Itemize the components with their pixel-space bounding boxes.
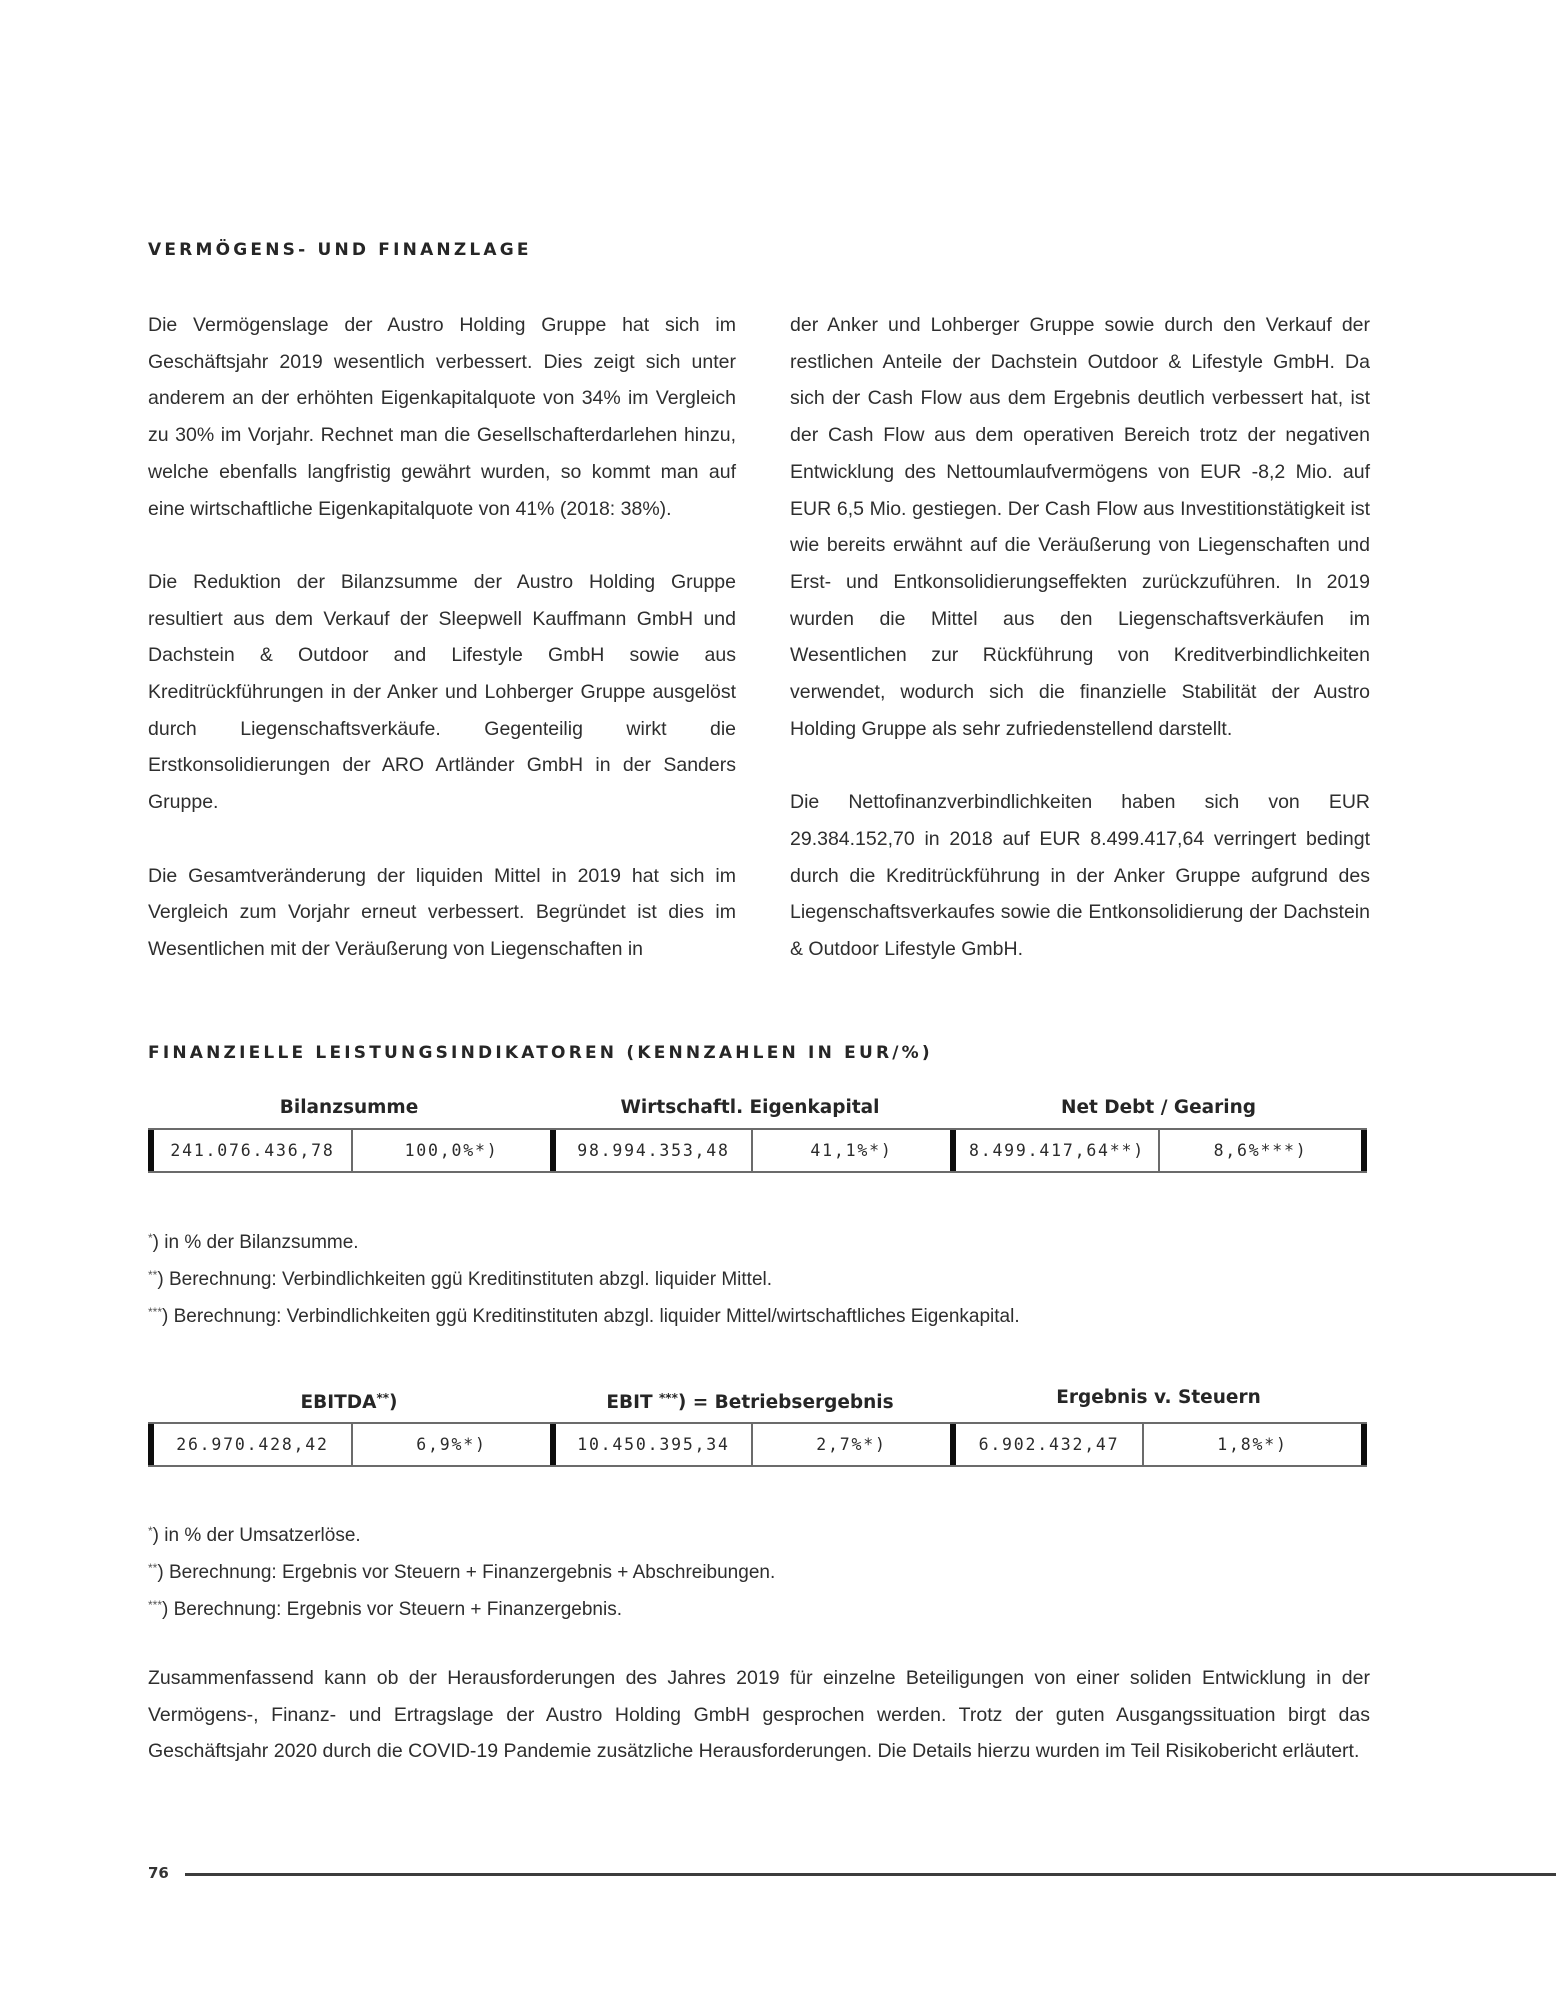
footnote-mark: *	[148, 1231, 153, 1245]
cell-bilanzsumme-percent: 100,0%*)	[351, 1130, 550, 1171]
footnote-mark: **	[148, 1561, 158, 1575]
header-bilanzsumme: Bilanzsumme	[279, 1097, 419, 1118]
paragraph: Die Reduktion der Bilanzsumme der Austro Holding Gruppe resultiert aus dem Verkauf der Sleepwell Kauffmann GmbH und Dachstein & Outdoor and Lifestyle GmbH sowie aus Kreditrückführungen in der Anker und Lohberger Gruppe ausgelöst durch Liegenschaftsverkäufe. Gegenteilig wirkt die Erstkonsolidierungen der ARO Artländer GmbH in der Sanders Gruppe.	[148, 570, 736, 814]
footnote-mark: ***	[148, 1305, 163, 1319]
footnote-mark: ***	[148, 1598, 163, 1612]
footnote-text: ) Berechnung: Ergebnis vor Steuern + Finanzergebnis + Abschreibungen.	[157, 1562, 776, 1583]
kpi-table-2-headers	[148, 1383, 1367, 1413]
paragraph: Die Vermögenslage der Austro Holding Gruppe hat sich im Geschäftsjahr 2019 wesentlich verbessert. Dies zeigt sich unter anderem an der erhöhten Eigenkapitalquote von 34% im Vergleich zu 30% im Vorjahr. Rechnet man die Gesellschafterdarlehen hinzu, welche ebenfalls langfristig gewährt wurden, so kommt man auf eine wirtschaftliche Eigenkapitalquote von 41% (2018: 38%).	[148, 314, 736, 520]
header-wirtschaftl-eigenkapital: Wirtschaftl. Eigenkapital	[620, 1097, 880, 1118]
header-ergebnis-v-steuern: Ergebnis v. Steuern	[1056, 1387, 1261, 1408]
cell-ebit-percent: 2,7%*)	[751, 1424, 950, 1465]
page-number: 76	[148, 1864, 169, 1882]
cell-net-debt-value: 8.499.417,64**)	[950, 1130, 1158, 1171]
cell-ebit-value: 10.450.395,34	[550, 1424, 751, 1465]
footnote	[148, 1263, 772, 1292]
footnote-text: ) Berechnung: Verbindlichkeiten ggü Kreditinstituten abzgl. liquider Mittel/wirtschaftliches Eigenkapital.	[162, 1306, 1020, 1327]
footnote-text: ) Berechnung: Ergebnis vor Steuern + Finanzergebnis.	[162, 1599, 622, 1620]
left-text-column	[148, 307, 736, 968]
footnote-text: ) in % der Bilanzsumme.	[152, 1232, 359, 1253]
cell-ebitda-percent: 6,9%*)	[351, 1424, 550, 1465]
paragraph: Die Gesamtveränderung der liquiden Mittel in 2019 hat sich im Vergleich zum Vorjahr erneut verbessert. Begründet ist dies im Wesentlichen mit der Veräußerung von Liegenschaften in	[148, 864, 736, 960]
footnote-mark: **	[148, 1268, 158, 1282]
footer-divider	[185, 1873, 1556, 1876]
cell-bilanzsumme-value: 241.076.436,78	[148, 1130, 351, 1171]
kpi-table-1-headers	[148, 1093, 1367, 1123]
paragraph: Die Nettofinanzverbindlichkeiten haben sich von EUR 29.384.152,70 in 2018 auf EUR 8.499.417,64 verringert bedingt durch die Kreditrückführung in der Anker Gruppe aufgrund des Liegenschaftsverkaufes sowie die Entkonsolidierung der Dachstein & Outdoor Lifestyle GmbH.	[790, 791, 1370, 960]
kpi-table-1	[148, 1128, 1367, 1173]
footnote-text: ) Berechnung: Verbindlichkeiten ggü Kreditinstituten abzgl. liquider Mittel.	[157, 1269, 773, 1290]
footnote	[148, 1300, 1020, 1329]
footnote-mark: *	[148, 1524, 153, 1538]
footnote	[148, 1593, 622, 1622]
header-ebitda: EBITDA**)	[300, 1391, 398, 1413]
cell-eigenkapital-percent: 41,1%*)	[751, 1130, 950, 1171]
section-heading-vermoegenslage: VERMÖGENS- UND FINANZLAGE	[148, 240, 532, 260]
footnote-text: ) in % der Umsatzerlöse.	[152, 1525, 361, 1546]
right-text-column	[790, 307, 1370, 968]
header-net-debt-gearing: Net Debt / Gearing	[1060, 1097, 1257, 1118]
kpi-table-2	[148, 1422, 1367, 1467]
footnote	[148, 1556, 775, 1585]
footnote	[148, 1226, 359, 1255]
cell-ebitda-value: 26.970.428,42	[148, 1424, 351, 1465]
cell-ergebnis-value: 6.902.432,47	[950, 1424, 1142, 1465]
header-ebit-betriebsergebnis: EBIT ***) = Betriebsergebnis	[606, 1391, 894, 1413]
cell-gearing-percent: 8,6%***)	[1158, 1130, 1367, 1171]
section-heading-leistungsindikatoren: FINANZIELLE LEISTUNGSINDIKATOREN (KENNZAHLEN IN EUR/%)	[148, 1043, 933, 1063]
footnote	[148, 1519, 361, 1548]
summary-paragraph: Zusammenfassend kann ob der Herausforderungen des Jahres 2019 für einzelne Beteiligungen von einer soliden Entwicklung in der Vermögens-, Finanz- und Ertragslage der Austro Holding GmbH gesprochen werden. Trotz der guten Ausgangssituation birgt das Geschäftsjahr 2020 durch die COVID-19 Pandemie zusätzliche Herausforderungen. Die Details hierzu wurden im Teil Risikobericht erläutert.	[148, 1667, 1370, 1763]
cell-ergebnis-percent: 1,8%*)	[1142, 1424, 1367, 1465]
cell-eigenkapital-value: 98.994.353,48	[550, 1130, 751, 1171]
paragraph: der Anker und Lohberger Gruppe sowie durch den Verkauf der restlichen Anteile der Dachstein Outdoor & Lifestyle GmbH. Da sich der Cash Flow aus dem Ergebnis deutlich verbessert hat, ist der Cash Flow aus dem operativen Bereich trotz der negativen Entwicklung des Nettoumlaufvermögens von EUR -8,2 Mio. auf EUR 6,5 Mio. gestiegen. Der Cash Flow aus Investitionstätigkeit ist wie bereits erwähnt auf die Veräußerung von Liegenschaften und Erst- und Entkonsolidierungseffekten zurückzuführen. In 2019 wurden die Mittel aus den Liegenschaftsverkäufen im Wesentlichen zur Rückführung von Kreditverbindlichkeiten verwendet, wodurch sich die finanzielle Stabilität der Austro Holding Gruppe als sehr zufriedenstellend darstellt.	[790, 314, 1370, 740]
